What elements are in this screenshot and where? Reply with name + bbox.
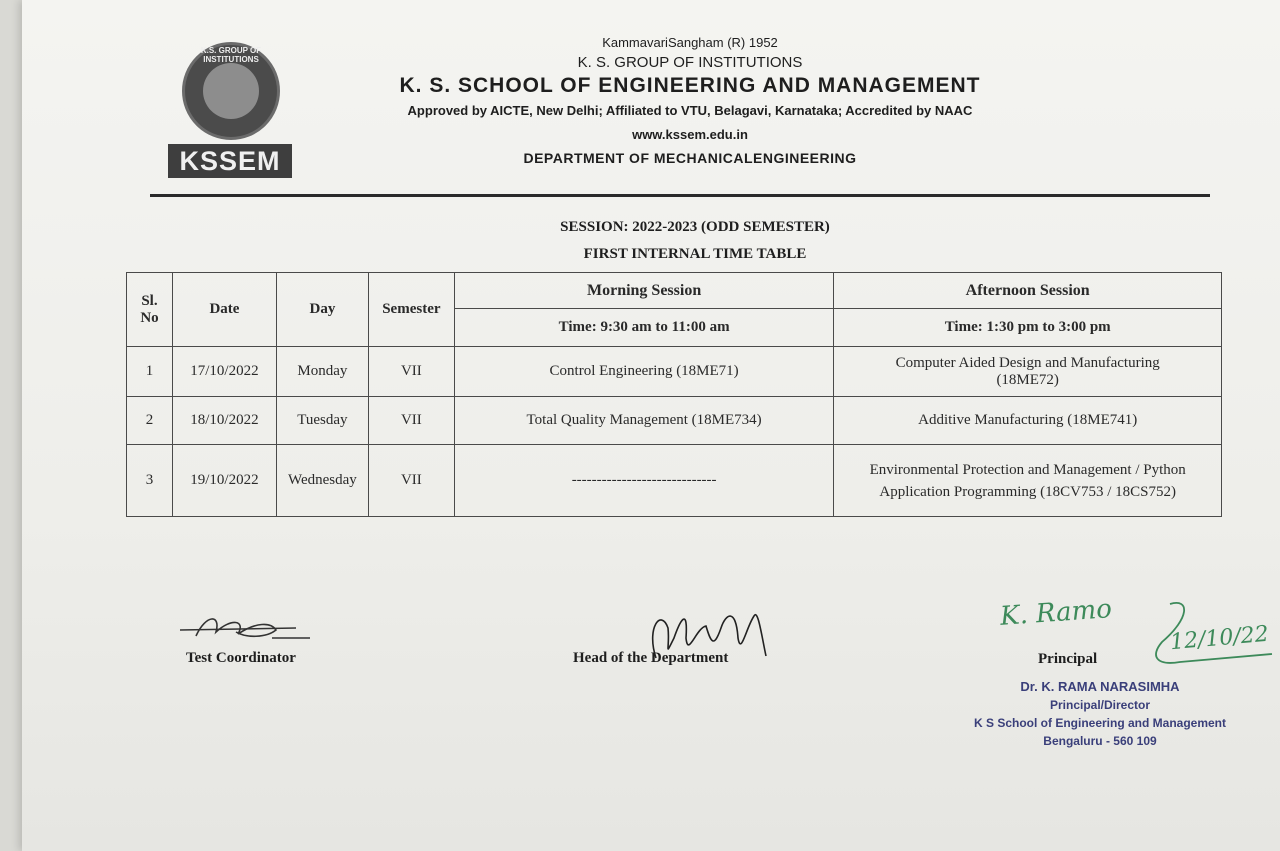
cell-afternoon: Computer Aided Design and Manufacturing (18ME72) — [834, 347, 1222, 397]
header-group: K. S. GROUP OF INSTITUTIONS — [577, 54, 803, 71]
principal-handwritten-date: 12/10/22 — [1169, 621, 1270, 656]
cell-semester: VII — [368, 397, 454, 445]
principal-stamp — [940, 678, 1260, 750]
cell-morning: ----------------------------- — [454, 445, 834, 517]
header-approval: Approved by AICTE, New Delhi; Affiliated to VTU, Belagavi, Karnataka; Accredited by NAAC — [407, 103, 973, 118]
principal-handwritten-note: K. Ramo — [999, 594, 1113, 632]
header-college: K. S. SCHOOL OF ENGINEERING AND MANAGEMENT — [399, 74, 981, 97]
hod-label: Head of the Department — [573, 650, 729, 666]
logo-seal-text: K.S. GROUP OF INSTITUTIONS — [200, 46, 262, 64]
coordinator-signature-icon — [176, 608, 316, 648]
table-header-row — [127, 273, 1222, 309]
principal-label: Principal — [1038, 651, 1098, 667]
cell-sl: 1 — [127, 347, 173, 397]
logo-badge: KSSEM — [168, 144, 292, 178]
cell-afternoon: Additive Manufacturing (18ME741) — [834, 397, 1222, 445]
principal-signature-flourish-icon — [1140, 596, 1275, 672]
session-title: SESSION: 2022-2023 (ODD SEMESTER) — [560, 219, 830, 235]
cell-morning: Control Engineering (18ME71) — [454, 347, 834, 397]
col-header-afternoon: Afternoon Session — [834, 273, 1222, 309]
cell-day: Wednesday — [276, 445, 368, 517]
cell-afternoon: Environmental Protection and Management / Python Application Programming (18CV753 / 18CS752) — [834, 445, 1222, 517]
stamp-title: Principal/Director — [1049, 698, 1151, 712]
cell-date: 18/10/2022 — [172, 397, 276, 445]
col-header-semester: Semester — [368, 273, 454, 347]
col-header-sl: Sl. No — [127, 273, 173, 347]
table-row — [127, 445, 1222, 517]
cell-date: 19/10/2022 — [172, 445, 276, 517]
timetable — [126, 272, 1222, 517]
institution-logo — [168, 42, 296, 180]
col-header-day: Day — [276, 273, 368, 347]
cell-day: Tuesday — [276, 397, 368, 445]
table-row — [127, 397, 1222, 445]
stamp-name: Dr. K. RAMA NARASIMHA — [1020, 679, 1180, 694]
morning-time: Time: 9:30 am to 11:00 am — [454, 309, 834, 347]
timetable-title: FIRST INTERNAL TIME TABLE — [583, 246, 807, 262]
cell-semester: VII — [368, 347, 454, 397]
stamp-city: Bengaluru - 560 109 — [1043, 734, 1157, 748]
header-society: KammavariSangham (R) 1952 — [602, 35, 778, 50]
stamp-institution: K S School of Engineering and Management — [973, 716, 1227, 730]
test-coordinator-label: Test Coordinator — [186, 650, 296, 666]
cell-date: 17/10/2022 — [172, 347, 276, 397]
col-header-date: Date — [172, 273, 276, 347]
afternoon-time: Time: 1:30 pm to 3:00 pm — [834, 309, 1222, 347]
header-divider — [150, 194, 1210, 197]
cell-sl: 3 — [127, 445, 173, 517]
header-department: DEPARTMENT OF MECHANICALENGINEERING — [523, 150, 857, 166]
header-website: www.kssem.edu.in — [632, 127, 748, 142]
cell-morning: Total Quality Management (18ME734) — [454, 397, 834, 445]
table-row — [127, 347, 1222, 397]
cell-day: Monday — [276, 347, 368, 397]
col-header-morning: Morning Session — [454, 273, 834, 309]
cell-sl: 2 — [127, 397, 173, 445]
cell-semester: VII — [368, 445, 454, 517]
